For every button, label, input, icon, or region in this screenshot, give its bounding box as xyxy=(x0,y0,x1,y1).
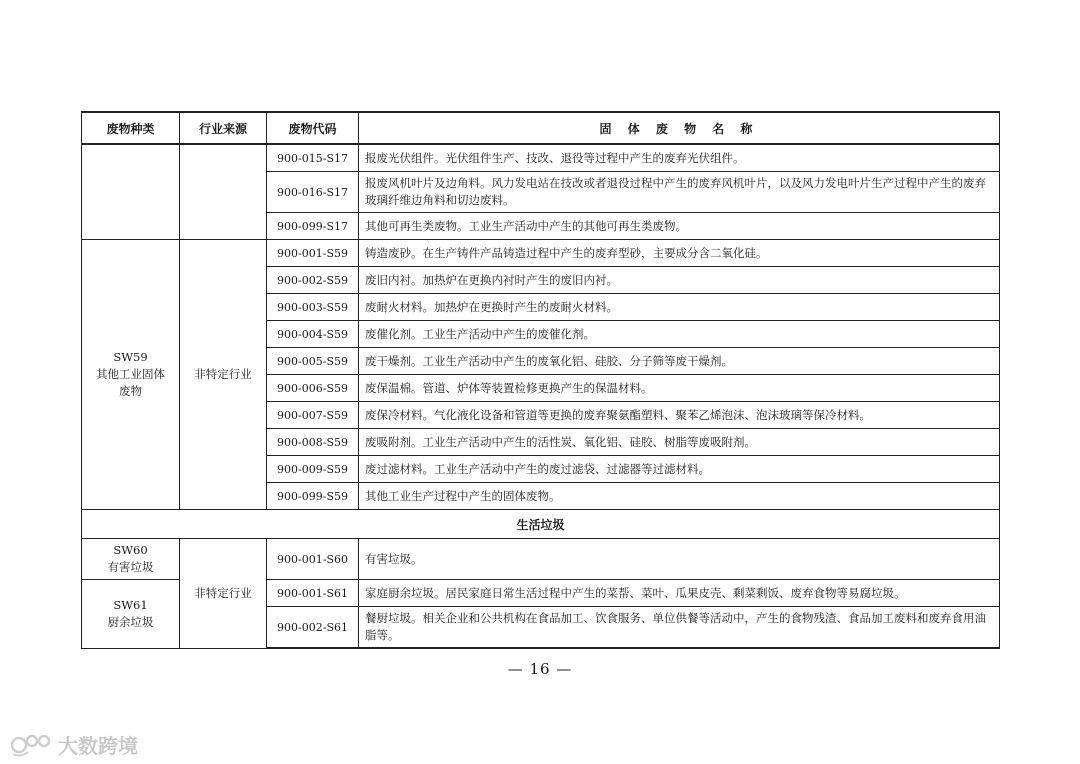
waste-code: 900-016-S17 xyxy=(267,172,359,213)
header-category: 废物种类 xyxy=(82,112,180,144)
waste-code: 900-099-S59 xyxy=(267,483,359,510)
watermark xyxy=(10,730,138,759)
category-name: 有害垃圾 xyxy=(107,560,154,574)
waste-description: 报废光伏组件。光伏组件生产、技改、退役等过程中产生的废弃光伏组件。 xyxy=(359,144,1000,172)
header-source: 行业来源 xyxy=(180,112,267,144)
table-row xyxy=(82,539,1000,580)
category-code: SW60 xyxy=(113,543,148,557)
waste-description: 废吸附剂。工业生产活动中产生的活性炭、氧化铝、硅胶、树脂等废吸附剂。 xyxy=(359,429,1000,456)
waste-code: 900-002-S59 xyxy=(267,267,359,294)
waste-code: 900-006-S59 xyxy=(267,375,359,402)
category-cell-sw59 xyxy=(82,240,180,510)
section-row xyxy=(82,510,1000,539)
waste-code: 900-003-S59 xyxy=(267,294,359,321)
category-code: SW61 xyxy=(113,597,148,612)
waste-code: 900-004-S59 xyxy=(267,321,359,348)
category-code: SW59 xyxy=(113,350,148,364)
section-title: 生活垃圾 xyxy=(82,510,1000,539)
waste-description: 铸造废砂。在生产铸件产品铸造过程中产生的废弃型砂，主要成分含二氧化硅。 xyxy=(359,240,1000,267)
waste-code: 900-008-S59 xyxy=(267,429,359,456)
table-row xyxy=(82,144,1000,172)
watermark-logo-icon xyxy=(10,732,54,758)
waste-code: 900-009-S59 xyxy=(267,456,359,483)
waste-code: 900-001-S60 xyxy=(267,539,359,580)
waste-code: 900-007-S59 xyxy=(267,402,359,429)
waste-description: 餐厨垃圾。相关企业和公共机构在食品加工、饮食服务、单位供餐等活动中，产生的食物残渣、食品加工废料和废弃食用油脂等。 xyxy=(359,607,1000,649)
waste-description: 有害垃圾。 xyxy=(359,539,1000,580)
header-waste-name: 固 体 废 物 名 称 xyxy=(359,112,1000,144)
waste-description: 废保冷材料。气化液化设备和管道等更换的废弃聚氨酯塑料、聚苯乙烯泡沫、泡沫玻璃等保冷材料。 xyxy=(359,402,1000,429)
waste-code: 900-001-S61 xyxy=(267,580,359,607)
page-number: — 16 — xyxy=(507,660,573,678)
category-name: 其他工业固体废物 xyxy=(96,367,165,398)
waste-description: 废催化剂。工业生产活动中产生的废催化剂。 xyxy=(359,321,1000,348)
waste-code: 900-001-S59 xyxy=(267,240,359,267)
waste-description: 家庭厨余垃圾。居民家庭日常生活过程中产生的菜帮、菜叶、瓜果皮壳、剩菜剩饭、废弃食物等易腐垃圾。 xyxy=(359,580,1000,607)
waste-code: 900-015-S17 xyxy=(267,144,359,172)
category-cell-sw61 xyxy=(82,580,180,649)
category-name: 厨余垃圾 xyxy=(107,614,154,629)
source-cell: 非特定行业 xyxy=(180,539,267,649)
waste-description: 废过滤材料。工业生产活动中产生的废过滤袋、过滤器等过滤材料。 xyxy=(359,456,1000,483)
table-row xyxy=(82,240,1000,267)
waste-description: 废耐火材料。加热炉在更换时产生的废耐火材料。 xyxy=(359,294,1000,321)
waste-description: 其他工业生产过程中产生的固体废物。 xyxy=(359,483,1000,510)
category-cell-empty xyxy=(82,144,180,240)
header-code: 废物代码 xyxy=(267,112,359,144)
category-cell-sw60 xyxy=(82,539,180,580)
waste-code: 900-005-S59 xyxy=(267,348,359,375)
waste-description: 废旧内衬。加热炉在更换内衬时产生的废旧内衬。 xyxy=(359,267,1000,294)
waste-description: 其他可再生类废物。工业生产活动中产生的其他可再生类废物。 xyxy=(359,213,1000,240)
waste-catalog-table xyxy=(81,111,1000,649)
waste-description: 废保温棉。管道、炉体等装置检修更换产生的保温材料。 xyxy=(359,375,1000,402)
table-header-row xyxy=(82,112,1000,144)
source-cell-empty xyxy=(180,144,267,240)
waste-code: 900-099-S17 xyxy=(267,213,359,240)
watermark-text: 大数跨境 xyxy=(58,734,138,758)
source-cell: 非特定行业 xyxy=(180,240,267,510)
waste-description: 报废风机叶片及边角料。风力发电站在技改或者退役过程中产生的废弃风机叶片，以及风力发电叶片生产过程中产生的废弃玻璃纤维边角料和切边废料。 xyxy=(359,172,1000,213)
waste-code: 900-002-S61 xyxy=(267,607,359,649)
waste-description: 废干燥剂。工业生产活动中产生的废氧化铝、硅胶、分子筛等废干燥剂。 xyxy=(359,348,1000,375)
